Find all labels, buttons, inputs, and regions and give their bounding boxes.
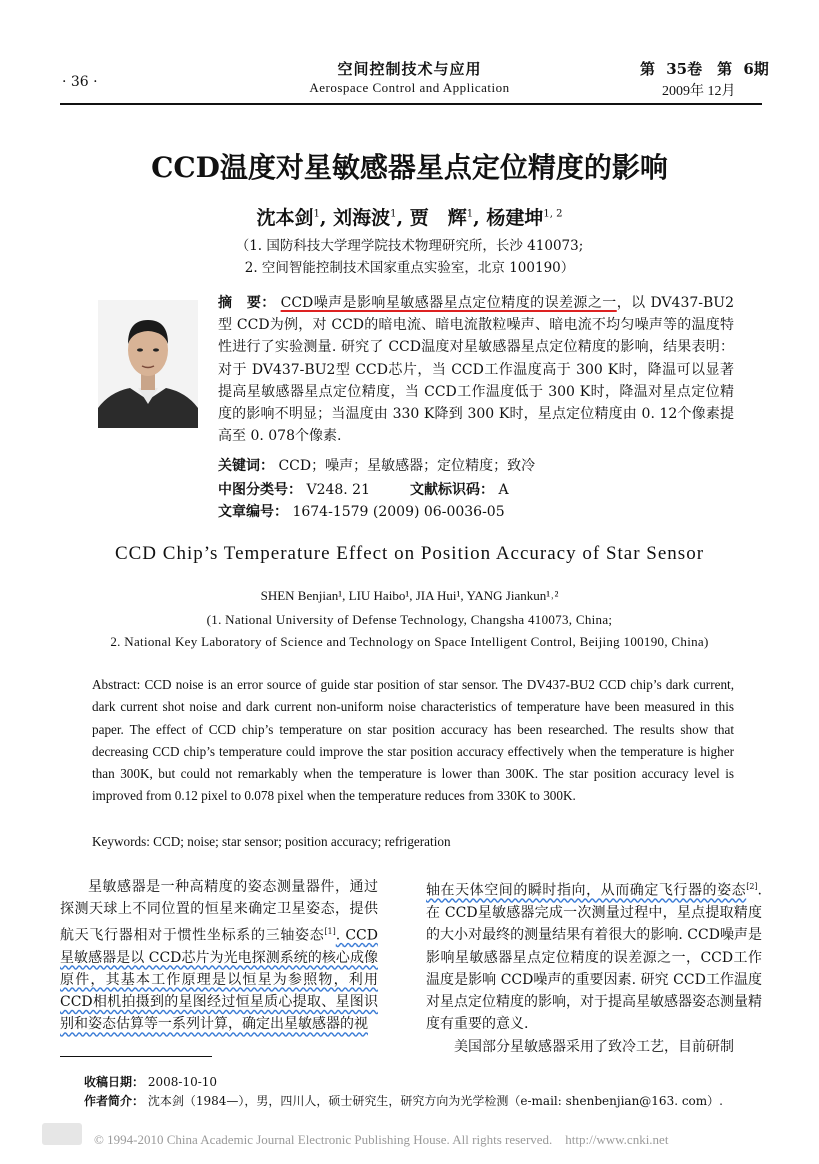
english-keywords-label: Keywords: xyxy=(92,834,150,849)
author-photo xyxy=(98,300,198,428)
author-name: 贾 辉 xyxy=(409,207,467,229)
body-text: 星敏感器是一种高精度的姿态测量器件，通过探测天球上不同位置的恒星来确定卫星姿态，提供航天飞行器相对于惯性坐标系的三轴姿态 xyxy=(60,879,378,944)
body-column-right xyxy=(426,876,762,1058)
author-name: 杨建坤 xyxy=(486,207,544,229)
doc-code-value: A xyxy=(498,482,509,498)
author-name: 沈本剑 xyxy=(256,207,314,229)
bio-label: 作者简介 xyxy=(84,1094,133,1108)
body-paragraph: 美国部分星敏感器采用了致冷工艺，目前研制 xyxy=(454,1038,734,1055)
body-paragraph xyxy=(426,876,762,1036)
author-affil-mark: 1, 2 xyxy=(543,208,563,220)
copyright-notice: © 1994-2010 China Academic Journal Electronic Publishing House. All rights reserved. http://www.cnki.net xyxy=(94,1132,669,1147)
citation: [1] xyxy=(324,926,336,936)
abstract-underlined-sentence: CCD噪声是影响星敏感器星点定位精度的误差源之一 xyxy=(280,295,617,311)
article-number-value: 1674-1579 (2009) 06-0036-05 xyxy=(292,504,505,520)
document-code: 文献标识码： A xyxy=(410,482,509,498)
english-abstract-text: CCD noise is an error source of guide star position of star sensor. The DV437-BU2 CCD chip’s dark current, dark current shot noise and dark current non-uniform noise characteristics of temperature have been measured in this paper. The effect of CCD chip’s temperature on star position accuracy has been researched. The results show that decreasing CCD chip’s temperature could improve the star position accuracy effectively when the temperature is higher than 300K, but could not remarkably when the temperature is lower than 300K. The star position accuracy level is improved from 0.12 pixel to 0.078 pixel when the temperature reduces from 330K to 300K. xyxy=(92,677,735,804)
author-affil-mark: 1 xyxy=(466,208,474,220)
author-affil-mark: 1 xyxy=(390,208,397,220)
abstract-text: ，以 DV437-BU2型 CCD为例，对 CCD的暗电流、暗电流散粒噪声、暗电流不均匀噪声等的温度特性进行了实验测量. 研究了 CCD温度对星敏感器星点定位精度的影响，结果表明：对于 DV437-BU2型 CCD芯片，当 CCD工作温度高于 300 K时，降温可以显著提高星敏感器星点定位精度，当 CCD工作温度低于 300 K时，降温对星点定位精度的影响不明显；当温度由 330 K降到 300 K时，星点定位精度由 0. 12个像素提高至 0. 078个像素. xyxy=(218,295,735,445)
author-affil-mark: 1 xyxy=(313,208,320,220)
keywords-cn: 关键词： CCD；噪声；星敏感器；定位精度；致冷 xyxy=(218,458,536,474)
abstract-label: 摘 要 xyxy=(218,295,262,311)
body-paragraph xyxy=(60,876,378,1036)
paper-title: CCD温度对星敏感器星点定位精度的影响 xyxy=(151,151,668,184)
english-keywords xyxy=(92,834,451,850)
cnki-logo-icon xyxy=(42,1123,82,1145)
journal-name-en: Aerospace Control and Application xyxy=(309,80,510,95)
article-number-label: 文章编号 xyxy=(218,504,274,520)
abstract-cn: 摘 要： CCD噪声是影响星敏感器星点定位精度的误差源之一，以 DV437-BU2型 CCD为例，对 CCD的暗电流、暗电流散粒噪声、暗电流不均匀噪声等的温度特性进行了实验测量. 研究了 CCD温度对星敏感器星点定位精度的影响，结果表明：对于 DV437-BU2型 CCD芯片，当 CCD工作温度高于 300 K时，降温可以显著提高星敏感器星点定位精度，当 CCD工作温度低于 300 K时，降温对星点定位精度的影响不明显；当温度由 330 K降到 300 K时，星点定位精度由 0. 12个像素提高至 0. 078个像素. xyxy=(218,295,735,445)
english-affiliation-1: (1. National University of Defense Technology, Changsha 410073, China; xyxy=(206,612,613,627)
received-date: 收稿日期： 2008-10-10 xyxy=(84,1075,218,1089)
body-text: . 在 CCD星敏感器完成一次测量过程中，星点提取精度的大小对最终的测量结果有着很大的影响. CCD噪声是影响星敏感器星点定位精度的误差源之一，CCD工作温度是影响 CCD噪声的重要因素. 研究 CCD工作温度对星点定位精度的影响，对于提高星敏感器姿态测量精度有重要的意义. xyxy=(426,882,762,1033)
affiliation-2: 2. 空间智能控制技术国家重点实验室，北京 100190） xyxy=(244,260,575,276)
author-bio: 作者简介： 沈本剑（1984—），男，四川人，硕士研究生，研究方向为光学检测（e-mail: shenbenjian@163. com）. xyxy=(84,1094,723,1108)
keywords-text: CCD；噪声；星敏感器；定位精度；致冷 xyxy=(278,458,536,474)
page-number: · 36 · xyxy=(62,74,98,90)
bio-text: 沈本剑（1984—），男，四川人，硕士研究生，研究方向为光学检测（e-mail: shenbenjian@163. com）. xyxy=(147,1094,723,1108)
english-abstract xyxy=(92,674,734,808)
journal-name-cn: 空间控制技术与应用 xyxy=(337,60,482,78)
clc-number: 中图分类号： V248. 21 xyxy=(218,482,370,498)
citation: [2] xyxy=(746,882,758,891)
footnote-rule xyxy=(60,1056,212,1057)
author-name: 刘海波 xyxy=(333,207,391,229)
english-abstract-label: Abstract: xyxy=(92,677,141,692)
received-label: 收稿日期 xyxy=(84,1075,133,1089)
body-text: 轴在天体空间的瞬时指向，从而确定飞行器的姿态 xyxy=(426,882,747,899)
volume-issue: 第 35卷 第 6期 xyxy=(640,60,769,78)
received-value: 2008-10-10 xyxy=(147,1075,218,1089)
affiliation-1: （1. 国防科技大学理学院技术物理研究所，长沙 410073; xyxy=(235,238,584,254)
article-number: 文章编号： 1674-1579 (2009) 06-0036-05 xyxy=(218,504,505,520)
author-list: 沈本剑$^1$, 刘海波$^1$, 贾 辉$^1$, 杨建坤$^{1, 2}$ xyxy=(256,207,563,229)
issue-date: 2009年 12月 xyxy=(662,84,736,99)
keywords-label: 关键词 xyxy=(218,458,260,474)
english-affiliation-2: 2. National Key Laboratory of Science and Technology on Space Intelligent Control, Beijing 100190, China) xyxy=(110,634,709,649)
clc-value: V248. 21 xyxy=(306,482,370,498)
body-text: . CCD星敏感器是以 CCD芯片为光电探测系统的核心成像原件，其基本工作原理是以恒星为参照物，利用 CCD相机拍摄到的星图经过恒星质心提取、星图识别和姿态估算等一系列计算，确定出星敏感器的视 xyxy=(60,927,378,1033)
body-column-left xyxy=(60,876,378,1036)
clc-label: 中图分类号 xyxy=(218,482,288,498)
english-keywords-text: CCD; noise; star sensor; position accuracy; refrigeration xyxy=(153,834,451,849)
doc-code-label: 文献标识码 xyxy=(410,482,480,498)
english-title: CCD Chip’s Temperature Effect on Position Accuracy of Star Sensor xyxy=(114,543,705,564)
english-authors: SHEN Benjian¹, LIU Haibo¹, JIA Hui¹, YANG Jiankun¹˒² xyxy=(260,588,559,603)
header-rule xyxy=(60,103,762,105)
